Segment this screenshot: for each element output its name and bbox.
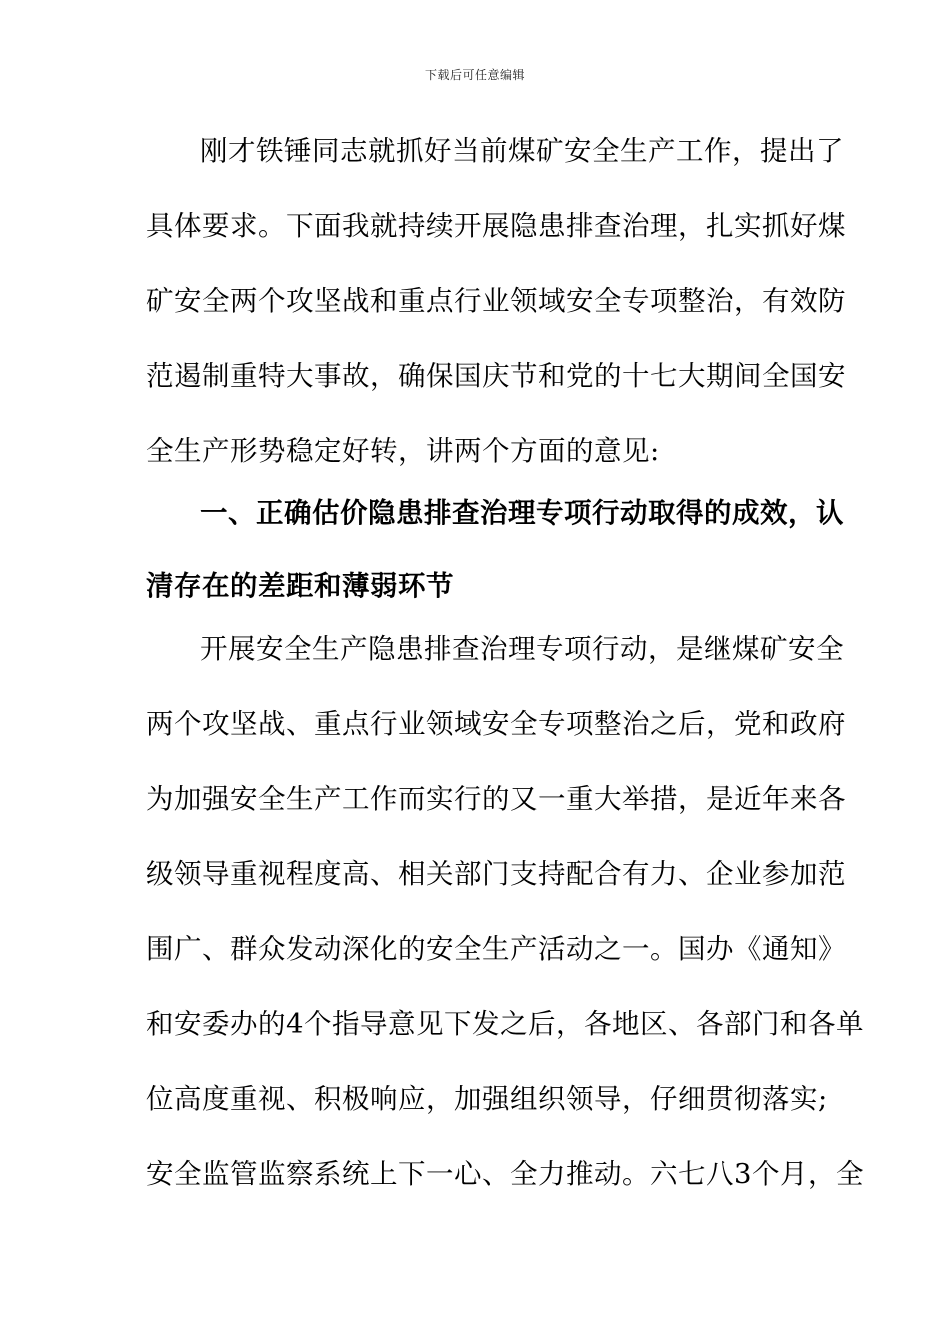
paragraph-line: 具体要求。下面我就持续开展隐患排查治理，扎实抓好煤 [146,210,846,242]
paragraph-line: 安全监管监察系统上下一心、全力推动。六七八3个月，全 [146,1158,864,1190]
section-heading-line: 一、正确估价隐患排查治理专项行动取得的成效，认 [200,497,844,529]
paragraph-line: 围广、群众发动深化的安全生产活动之一。国办《通知》 [146,933,846,965]
paragraph-line: 刚才铁锤同志就抓好当前煤矿安全生产工作，提出了 [200,135,844,167]
paragraph-line: 和安委办的4个指导意见下发之后，各地区、各部门和各单 [146,1008,864,1040]
paragraph-line: 范遏制重特大事故，确保国庆节和党的十七大期间全国安 [146,360,846,392]
paragraph-line: 为加强安全生产工作而实行的又一重大举措，是近年来各 [146,783,846,815]
paragraph-line: 矿安全两个攻坚战和重点行业领域安全专项整治，有效防 [146,285,846,317]
section-heading-line: 清存在的差距和薄弱环节 [146,570,454,602]
paragraph-line: 全生产形势稳定好转，讲两个方面的意见: [146,435,660,467]
paragraph-line: 两个攻坚战、重点行业领域安全专项整治之后，党和政府 [146,708,846,740]
paragraph-line: 级领导重视程度高、相关部门支持配合有力、企业参加范 [146,858,846,890]
header-note: 下载后可任意编辑 [424,68,525,82]
paragraph-line: 开展安全生产隐患排查治理专项行动，是继煤矿安全 [200,633,844,665]
paragraph-line: 位高度重视、积极响应，加强组织领导，仔细贯彻落实; [146,1083,828,1115]
